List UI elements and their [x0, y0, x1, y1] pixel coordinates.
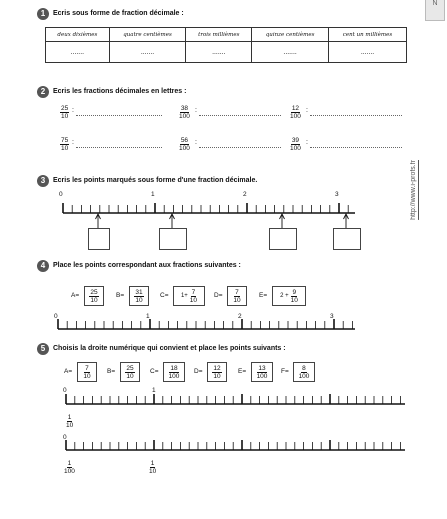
- section-5-badge: 5: [37, 343, 49, 355]
- tick-label: 3: [330, 313, 334, 320]
- section-2-title: Ecris les fractions décimales en lettres :: [53, 88, 187, 95]
- fraction: $\frac{1}{10}$: [149, 460, 157, 475]
- tick-label: 1: [146, 313, 150, 320]
- answer-cell[interactable]: .......: [109, 42, 186, 63]
- point-label: B=: [116, 292, 125, 299]
- section-4-badge: 4: [37, 260, 49, 272]
- fraction: $\frac{56}{100}$: [179, 137, 190, 152]
- point-label: A=: [71, 292, 80, 299]
- point-fraction-box: 1+ $\frac{7}{10}$: [173, 286, 205, 306]
- point-label: F=: [281, 368, 289, 375]
- answer-cell[interactable]: .......: [186, 42, 252, 63]
- fraction: $\frac{39}{100}$: [290, 137, 301, 152]
- point-fraction-box: $\frac{8}{100}$: [293, 362, 315, 382]
- fraction: $\frac{38}{100}$: [179, 105, 190, 120]
- tick-label: 0: [59, 191, 63, 198]
- point-label: C=: [160, 292, 169, 299]
- point-fraction-box: $\frac{12}{10}$: [207, 362, 227, 382]
- point-fraction-box: $\frac{25}{10}$: [84, 286, 104, 306]
- section-2-badge: 2: [37, 86, 49, 98]
- tick-label: 2: [243, 191, 247, 198]
- section-3-title: Ecris les points marqués sous forme d'une fraction décimale.: [53, 177, 258, 184]
- fraction: $\frac{25}{10}$: [61, 105, 69, 120]
- point-label: D=: [214, 292, 223, 299]
- table-header: trois millièmes: [186, 28, 252, 42]
- fraction: $\frac{75}{10}$: [61, 137, 69, 152]
- point-label: E=: [259, 292, 268, 299]
- answer-cell[interactable]: .......: [328, 42, 406, 63]
- answer-cell[interactable]: .......: [46, 42, 110, 63]
- table-header: quinze centièmes: [252, 28, 329, 42]
- point-label: B=: [107, 368, 116, 375]
- point-label: C=: [150, 368, 159, 375]
- point-fraction-box: $\frac{7}{10}$: [227, 286, 247, 306]
- section-3-badge: 3: [37, 175, 49, 187]
- side-url[interactable]: http://www.i-profs.fr: [410, 160, 417, 220]
- tick-label: 0: [63, 434, 67, 441]
- point-label: A=: [64, 368, 73, 375]
- tick-label: 0: [63, 387, 67, 394]
- corner-tab: N: [425, 0, 445, 21]
- table-header: deux dixièmes: [46, 28, 110, 42]
- point-fraction-box: $\frac{31}{10}$: [129, 286, 149, 306]
- tick-label: 0: [54, 313, 58, 320]
- fraction: $\frac{1}{100}$: [64, 460, 75, 475]
- tick-label: 3: [335, 191, 339, 198]
- table-header: cent un millièmes: [328, 28, 406, 42]
- tick-label: 2: [238, 313, 242, 320]
- section-1-badge: 1: [37, 8, 49, 20]
- point-label: E=: [238, 368, 247, 375]
- tick-label: 1: [151, 191, 155, 198]
- answer-cell[interactable]: .......: [252, 42, 329, 63]
- table-header: quatre centièmes: [109, 28, 186, 42]
- point-fraction-box: $\frac{18}{100}$: [163, 362, 185, 382]
- section-4-title: Place les points correspondant aux fractions suivantes :: [53, 262, 241, 269]
- tick-label: 1: [152, 387, 156, 394]
- fraction: $\frac{12}{100}$: [290, 105, 301, 120]
- point-fraction-box: 2 + $\frac{9}{10}$: [272, 286, 306, 306]
- fraction: $\frac{1}{10}$: [66, 414, 74, 429]
- point-fraction-box: $\frac{25}{10}$: [120, 362, 140, 382]
- point-fraction-box: $\frac{13}{100}$: [251, 362, 273, 382]
- section-5-title: Choisis la droite numérique qui convient et place les points suivants :: [53, 345, 286, 352]
- point-label: D=: [194, 368, 203, 375]
- section-1-title: Ecris sous forme de fraction décimale :: [53, 10, 184, 17]
- point-fraction-box: $\frac{7}{10}$: [77, 362, 97, 382]
